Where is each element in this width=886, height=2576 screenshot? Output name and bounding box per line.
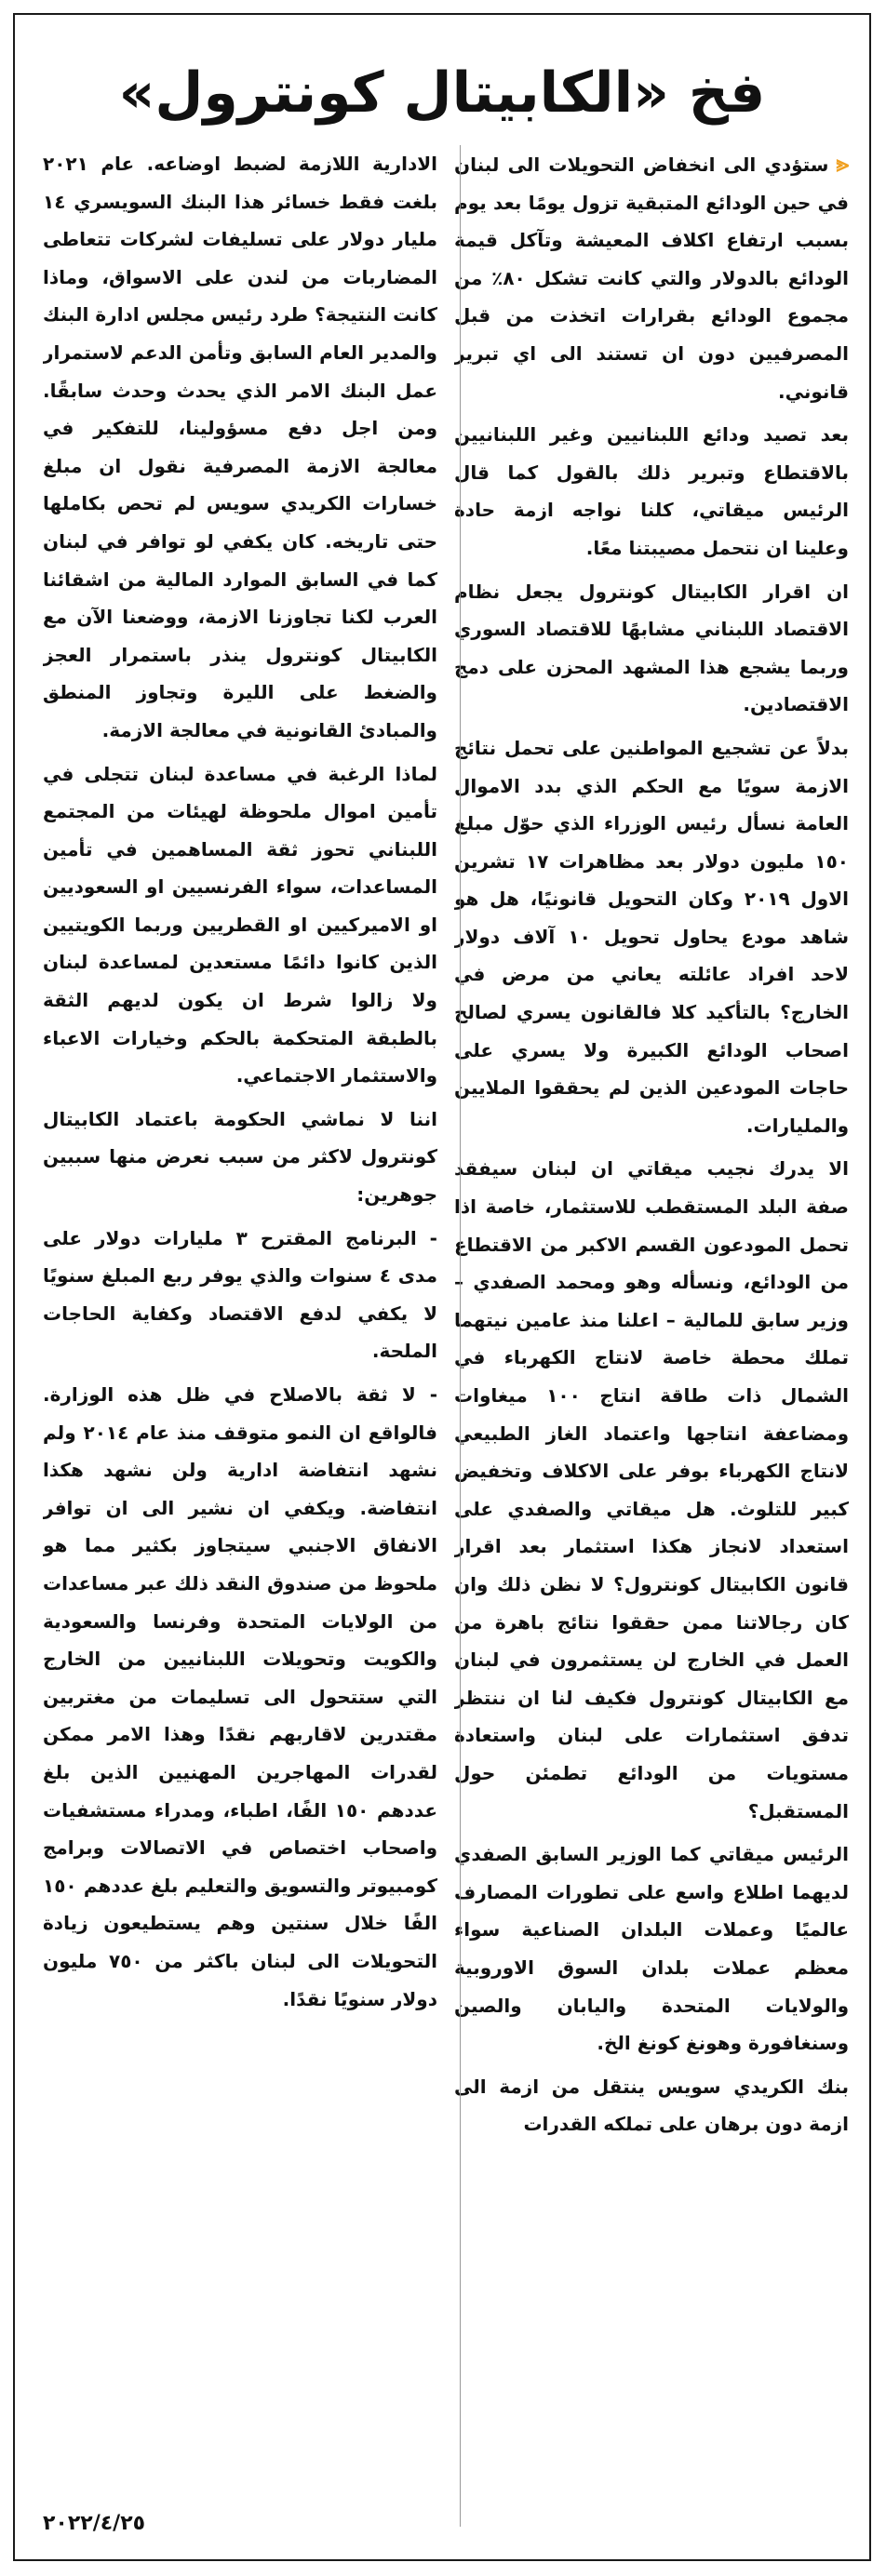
right-column — [454, 145, 849, 2517]
paragraph: الرئيس ميقاتي كما الوزير السابق الصفدي لديهما اطلاع واسع على تطورات المصارف عالميًا وعملات البلدان الصناعية سواء معظم عملات بلدان السوق الاوروبية والولايات المتحدة واليابان والصين وسنغافورة وهونغ كونغ الخ. — [454, 1843, 849, 2055]
article-date: ٢٠٢٢/٤/٢٥ — [43, 2512, 146, 2535]
article-headline: فخ «الكابيتال كونترول» — [118, 60, 766, 126]
paragraph: لماذا الرغبة في مساعدة لبنان تتجلى في تأمين اموال ملحوظة لهيئات من المجتمع اللبناني تحوز ثقة المساهمين في تأمين المساعدات، سواء الفرنسيين او السعوديين او الاميركيين او القطريين وربما الكويتيين الذين كانوا دائمًا مستعدين لمساعدة لبنان ولا زالوا شرط ان يكون لديهم الثقة بالطبقة المتحكمة بالحكم وخيارات الاعباء والاستثمار الاجتماعي. — [43, 762, 437, 1088]
paragraph-text: ستؤدي الى انخفاض التحويلات الى لبنان في حين الودائع المتبقية تزول يومًا بعد يوم بسبب ارتفاع اكلاف المعيشة وتآكل قيمة الودائع بالدولار والتي كانت تشكل ٨٠٪ من مجموع الودائع بقرارات اتخذت من قبل المصرفيين دون ان تستند الى اي تبرير قانوني. — [454, 153, 849, 403]
paragraph: الادارية اللازمة لضبط اوضاعه. عام ٢٠٢١ بلغت فقط خسائر هذا البنك السويسري ١٤ مليار دولار على تسليفات لشركات تتعاطى المضاربات من لندن على الاسواق، وماذا كانت النتيجة؟ طرد رئيس مجلس ادارة البنك والمدير العام السابق وتأمن الدعم لاستمرار عمل البنك الامر الذي يحدث وحدث سابقًا. ومن اجل دفع مسؤولينا، للتفكير في معالجة الازمة المصرفية نقول ان مبلغ خسارات الكريدي سويس لم تحص بكاملها حتى تاريخه. كان يكفي لو توافر في لبنان كما في السابق الموارد المالية من اشقائنا العرب لكنا تجاوزنا الازمة، ووضعنا الآن مع الكابيتال كونترول ينذر باستمرار العجز والضغط على الليرة وتجاوز المنطق والمبادئ القانونية في معالجة الازمة. — [43, 153, 437, 741]
paragraph — [454, 145, 849, 410]
paragraph: بنك الكريدي سويس ينتقل من ازمة الى ازمة دون برهان على تملكه القدرات — [454, 2075, 849, 2136]
paragraph: بدلاً عن تشجيع المواطنين على تحمل نتائج الازمة سويًا مع الحكم الذي بدد الاموال العامة نسأل رئيس الوزراء الذي حوّل مبلغ ١٥٠ مليون دولار بعد مظاهرات ١٧ تشرين الاول ٢٠١٩ وكان التحويل قانونيًا، هل هو شاهد مودع يحاول تحويل ١٠ آلاف دولار لاحد افراد عائلته يعاني من مرض في الخارج؟ بالتأكيد كلا فالقانون يسري لصالح اصحاب الودائع الكبيرة ولا يسري على حاجات المودعين الذين لم يحققوا الملايين والمليارات. — [454, 736, 849, 1137]
paragraph: بعد تصيد ودائع اللبنانيين وغير اللبنانيين بالاقتطاع وتبرير ذلك بالقول كما قال الرئيس ميقاتي، كلنا نواجه ازمة حادة وعلينا ان نتحمل مصيبتنا معًا. — [454, 423, 849, 559]
paragraph: - لا ثقة بالاصلاح في ظل هذه الوزارة. فالواقع ان النمو متوقف منذ عام ٢٠١٤ ولم نشهد انتفاضة ادارية ولن نشهد هكذا انتفاضة. ويكفي ان نشير الى ان توافر الانفاق الاجنبي سيتجاوز بكثير مما هو ملحوظ من صندوق النقد ذلك عبر مساعدات من الولايات المتحدة وفرنسا والسعودية والكويت وتحويلات اللبنانيين من الخارج التي ستتحول الى تسليمات من مغتربين مقتدرين لاقاربهم نقدًا وهذا الامر ممكن لقدرات المهاجرين المهنيين الذين بلغ عددهم ١٥٠ الفًا، اطباء، ومدراء مستشفيات واصحاب اختصاص في الاتصالات وبرامج كومبيوتر والتسويق والتعليم بلغ عددهم ١٥٠ الفًا خلال سنتين وهم يستطيعون زيادة التحويلات الى لبنان باكثر من ٧٥٠ مليون دولار سنويًا نقدًا. — [43, 1383, 437, 2010]
double-chevron-arrow-icon: ⪡ — [836, 151, 849, 177]
article-frame — [13, 13, 871, 2561]
left-column — [43, 145, 437, 2517]
paragraph: - البرنامج المقترح ٣ مليارات دولار على مدى ٤ سنوات والذي يوفر ربع المبلغ سنويًا لا يكفي لدفع الاقتصاد وكفاية الحاجات الملحة. — [43, 1226, 437, 1363]
paragraph: اننا لا نماشي الحكومة باعتماد الكابيتال كونترول لاكثر من سبب نعرض منها سببين جوهرين: — [43, 1107, 437, 1207]
paragraph: ان اقرار الكابيتال كونترول يجعل نظام الاقتصاد اللبناني مشابهًا للاقتصاد السوري وربما يشجع هذا المشهد المحزن على دمج الاقتصادين. — [454, 580, 849, 716]
paragraph: الا يدرك نجيب ميقاتي ان لبنان سيفقد صفة البلد المستقطب للاستثمار، خاصة اذا تحمل المودعون القسم الاكبر من الاقتطاع من الودائع، ونسأله وهو ومحمد الصفدي – وزير سابق للمالية – اعلنا منذ عامين نيتهما تملك محطة خاصة لانتاج الكهرباء في الشمال ذات طاقة انتاج ١٠٠ ميغاوات ومضاعفة انتاجها واعتماد الغاز الطبيعي لانتاج الكهرباء بوفر على الاكلاف وتخفيض كبير للتلوث. هل ميقاتي والصفدي على استعداد لانجاز هكذا استثمار بعد اقرار قانون الكابيتال كونترول؟ لا نظن ذلك وان كان رجالاتنا ممن حققوا نتائج باهرة من العمل في الخارج لن يستثمرون في لبنان مع الكابيتال كونترول فكيف لنا ان ننتظر تدفق استثمارات على لبنان واستعادة مستويات من الودائع تطمئن حول المستقبل؟ — [454, 1157, 849, 1822]
column-divider — [460, 145, 461, 2527]
